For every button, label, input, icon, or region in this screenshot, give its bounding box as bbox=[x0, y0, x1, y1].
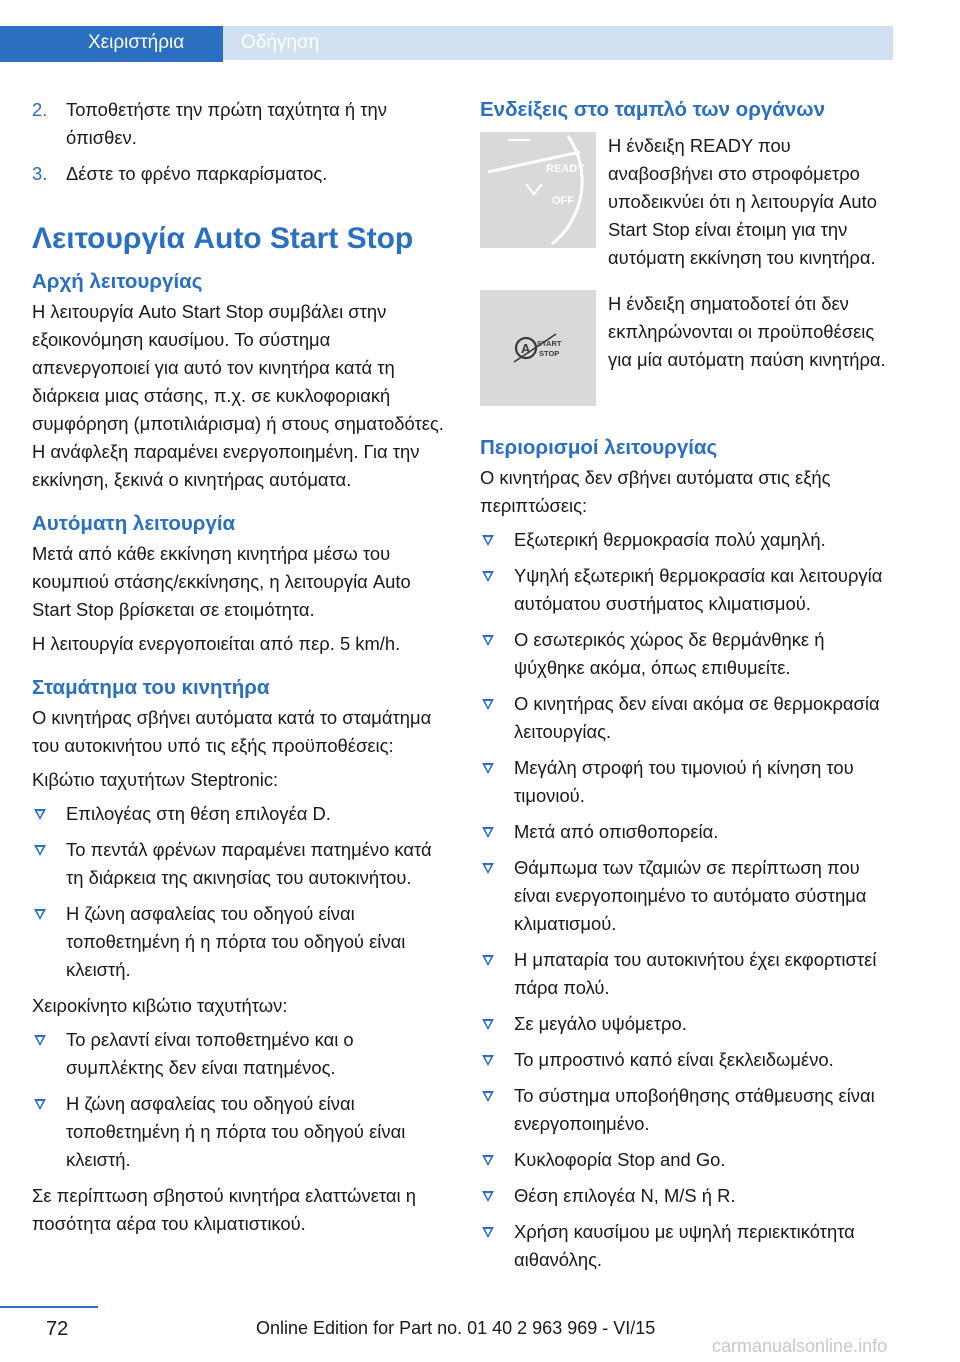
triangle-bullet-icon bbox=[482, 955, 494, 966]
stop-text: Ο κινητήρας σβήνει αυτόματα κατά το σταμάτημα του αυτοκινήτου υπό τις εξής προϋποθέσεις: bbox=[32, 707, 432, 756]
list-item-text: Το μπροστινό καπό είναι ξεκλειδωμένο. bbox=[514, 1049, 834, 1070]
list-item-text: Το πεντάλ φρένων παραμένει πατημένο κατά τη διάρκεια της ακινησίας του αυτοκινήτου. bbox=[66, 839, 432, 888]
list-item bbox=[32, 836, 452, 892]
tab-underline bbox=[0, 60, 223, 62]
triangle-bullet-icon bbox=[34, 1035, 46, 1046]
triangle-bullet-icon bbox=[482, 699, 494, 710]
footer-divider bbox=[0, 1306, 98, 1308]
list-item-text: Σε μεγάλο υψόμετρο. bbox=[514, 1013, 687, 1034]
list-item-text: Η μπαταρία του αυτοκινήτου έχει εκφορτιστεί πάρα πολύ. bbox=[514, 949, 877, 998]
stop-label: STOP bbox=[539, 349, 560, 358]
step-list bbox=[32, 96, 452, 188]
stop-heading: Σταμάτημα του κινητήρα bbox=[32, 676, 270, 699]
limits-heading: Περιορισμοί λειτουργίας bbox=[480, 436, 718, 459]
triangle-bullet-icon bbox=[482, 1155, 494, 1166]
step-text: Τοποθετήστε την πρώτη ταχύτητα ή την όπισθεν. bbox=[66, 99, 387, 148]
stop-section bbox=[32, 674, 452, 1238]
triangle-bullet-icon bbox=[482, 1091, 494, 1102]
auto-text-1: Μετά από κάθε εκκίνηση κινητήρα μέσω του κουμπιού στάσης/εκκίνησης, η λειτουργία Auto Start Stop βρίσκεται σε ετοιμότητα. bbox=[32, 543, 411, 620]
ready-indicator-image bbox=[480, 132, 596, 248]
section-title: Λειτουργία Auto Start Stop bbox=[32, 222, 414, 255]
closing-text: Σε περίπτωση σβηστού κινητήρα ελαττώνεται η ποσότητα αέρα του κλιματιστικού. bbox=[32, 1185, 416, 1234]
step-text: Δέστε το φρένο παρκαρίσματος. bbox=[66, 163, 328, 184]
left-column bbox=[32, 96, 452, 1238]
tab-controls[interactable]: Χειριστήρια bbox=[0, 26, 223, 60]
list-item bbox=[480, 1010, 900, 1038]
list-item-text: Θέση επιλογέα N, M/S ή R. bbox=[514, 1185, 736, 1206]
triangle-bullet-icon bbox=[34, 809, 46, 820]
list-item bbox=[480, 818, 900, 846]
list-item bbox=[480, 1182, 900, 1210]
auto-section bbox=[32, 510, 452, 658]
list-item-text: Το ρελαντί είναι τοποθετημένο και ο συμπλέκτης δεν είναι πατημένος. bbox=[66, 1029, 354, 1078]
svg-text:A: A bbox=[521, 341, 531, 356]
triangle-bullet-icon bbox=[482, 1191, 494, 1202]
step-item bbox=[32, 160, 452, 188]
triangle-bullet-icon bbox=[482, 571, 494, 582]
edition-text: Online Edition for Part no. 01 40 2 963 969 - VI/15 bbox=[256, 1318, 656, 1338]
list-item-text: Θάμπωμα των τζαμιών σε περίπτωση που είναι ενεργοποιημένο το αυτόματο σύστημα κλιματισμού. bbox=[514, 857, 867, 934]
triangle-bullet-icon bbox=[34, 909, 46, 920]
step-number: 3. bbox=[32, 163, 48, 184]
list-item bbox=[480, 626, 900, 682]
triangle-bullet-icon bbox=[482, 863, 494, 874]
list-item-text: Το σύστημα υποβοήθησης στάθμευσης είναι ενεργοποιημένο. bbox=[514, 1085, 875, 1134]
list-item-text: Η ζώνη ασφαλείας του οδηγού είναι τοποθετημένη ή η πόρτα του οδηγού είναι κλειστή. bbox=[66, 903, 406, 980]
indicator-unavailable-text: Η ένδειξη σηματοδοτεί ότι δεν εκπληρώνονται οι προϋποθέσεις για μία αυτόματη παύση κινητήρα. bbox=[608, 293, 886, 370]
indicators-heading: Ενδείξεις στο ταμπλό των οργάνων bbox=[480, 98, 826, 121]
list-item bbox=[32, 1026, 452, 1082]
triangle-bullet-icon bbox=[482, 1055, 494, 1066]
principle-text: Η λειτουργία Auto Start Stop συμβάλει στην εξοικονόμηση καυσίμου. Το σύστημα απενεργοποιεί για αυτό τον κινητήρα κατά τη διάρκεια μιας στάσης, π.χ. σε κυκλοφοριακή συμφόρηση (μποτιλιάρισμα) ή στους σηματοδότες. Η ανάφλεξη παραμένει ενεργοποιημένη. Για την εκκίνηση, ξεκινά ο κινητήρας αυτόματα. bbox=[32, 301, 444, 490]
start-label: START bbox=[537, 339, 562, 348]
triangle-bullet-icon bbox=[34, 1099, 46, 1110]
list-item bbox=[480, 526, 900, 554]
page-header bbox=[0, 0, 893, 60]
list-item bbox=[480, 1218, 900, 1274]
list-item-text: Εξωτερική θερμοκρασία πολύ χαμηλή. bbox=[514, 529, 826, 550]
list-item bbox=[480, 1046, 900, 1074]
list-item bbox=[32, 800, 452, 828]
list-item-text: Χρήση καυσίμου με υψηλή περιεκτικότητα αιθανόλης. bbox=[514, 1221, 855, 1270]
list-item bbox=[480, 754, 900, 810]
principle-section bbox=[32, 268, 452, 494]
list-item bbox=[32, 1090, 452, 1174]
list-item bbox=[480, 1146, 900, 1174]
triangle-bullet-icon bbox=[482, 1227, 494, 1238]
triangle-bullet-icon bbox=[482, 763, 494, 774]
tab-driving[interactable]: Οδήγηση bbox=[223, 26, 893, 60]
ready-label: READY bbox=[546, 163, 585, 175]
triangle-bullet-icon bbox=[482, 1019, 494, 1030]
list-item bbox=[480, 1082, 900, 1138]
step-number: 2. bbox=[32, 99, 48, 120]
list-item-text: Ο κινητήρας δεν είναι ακόμα σε θερμοκρασία λειτουργίας. bbox=[514, 693, 880, 742]
triangle-bullet-icon bbox=[482, 635, 494, 646]
start-stop-indicator-image bbox=[480, 290, 596, 406]
limits-section bbox=[480, 430, 900, 1274]
limits-list bbox=[480, 526, 900, 1274]
list-item bbox=[480, 854, 900, 938]
step-item bbox=[32, 96, 452, 152]
indicator-ready bbox=[480, 132, 900, 272]
list-item bbox=[32, 900, 452, 984]
list-item-text: Ο εσωτερικός χώρος δε θερμάνθηκε ή ψύχθηκε ακόμα, όπως επιθυμείτε. bbox=[514, 629, 825, 678]
auto-heading: Αυτόματη λειτουργία bbox=[32, 512, 236, 535]
limits-text: Ο κινητήρας δεν σβήνει αυτόματα στις εξής περιπτώσεις: bbox=[480, 467, 831, 516]
manual-label: Χειροκίνητο κιβώτιο ταχυτήτων: bbox=[32, 995, 288, 1016]
triangle-bullet-icon bbox=[482, 827, 494, 838]
list-item bbox=[480, 562, 900, 618]
list-item bbox=[480, 690, 900, 746]
principle-heading: Αρχή λειτουργίας bbox=[32, 270, 203, 293]
auto-text-2: Η λειτουργία ενεργοποιείται από περ. 5 km/h. bbox=[32, 633, 401, 654]
right-column bbox=[480, 96, 900, 1282]
list-item-text: Κυκλοφορία Stop and Go. bbox=[514, 1149, 726, 1170]
indicator-ready-text: Η ένδειξη READY που αναβοσβήνει στο στροφόμετρο υποδεικνύει ότι η λειτουργία Auto Start Stop είναι έτοιμη για την αυτόματη εκκίνηση του κινητήρα. bbox=[608, 135, 877, 268]
list-item-text: Υψηλή εξωτερική θερμοκρασία και λειτουργία αυτόματου συστήματος κλιματισμού. bbox=[514, 565, 883, 614]
list-item-text: Μετά από οπισθοπορεία. bbox=[514, 821, 719, 842]
list-item-text: Η ζώνη ασφαλείας του οδηγού είναι τοποθετημένη ή η πόρτα του οδηγού είναι κλειστή. bbox=[66, 1093, 406, 1170]
page-number: 72 bbox=[46, 1318, 69, 1340]
auto-start-stop-icon bbox=[480, 290, 596, 406]
off-label: OFF bbox=[552, 195, 574, 207]
triangle-bullet-icon bbox=[482, 535, 494, 546]
tachometer-icon bbox=[480, 132, 596, 248]
list-item-text: Μεγάλη στροφή του τιμονιού ή κίνηση του τιμονιού. bbox=[514, 757, 854, 806]
watermark: carmanualsonline.info bbox=[712, 1336, 888, 1356]
steptronic-list bbox=[32, 800, 452, 984]
triangle-bullet-icon bbox=[34, 845, 46, 856]
list-item-text: Επιλογέας στη θέση επιλογέα D. bbox=[66, 803, 331, 824]
list-item bbox=[480, 946, 900, 1002]
steptronic-label: Κιβώτιο ταχυτήτων Steptronic: bbox=[32, 769, 279, 790]
indicator-unavailable bbox=[480, 290, 900, 412]
manual-list bbox=[32, 1026, 452, 1174]
